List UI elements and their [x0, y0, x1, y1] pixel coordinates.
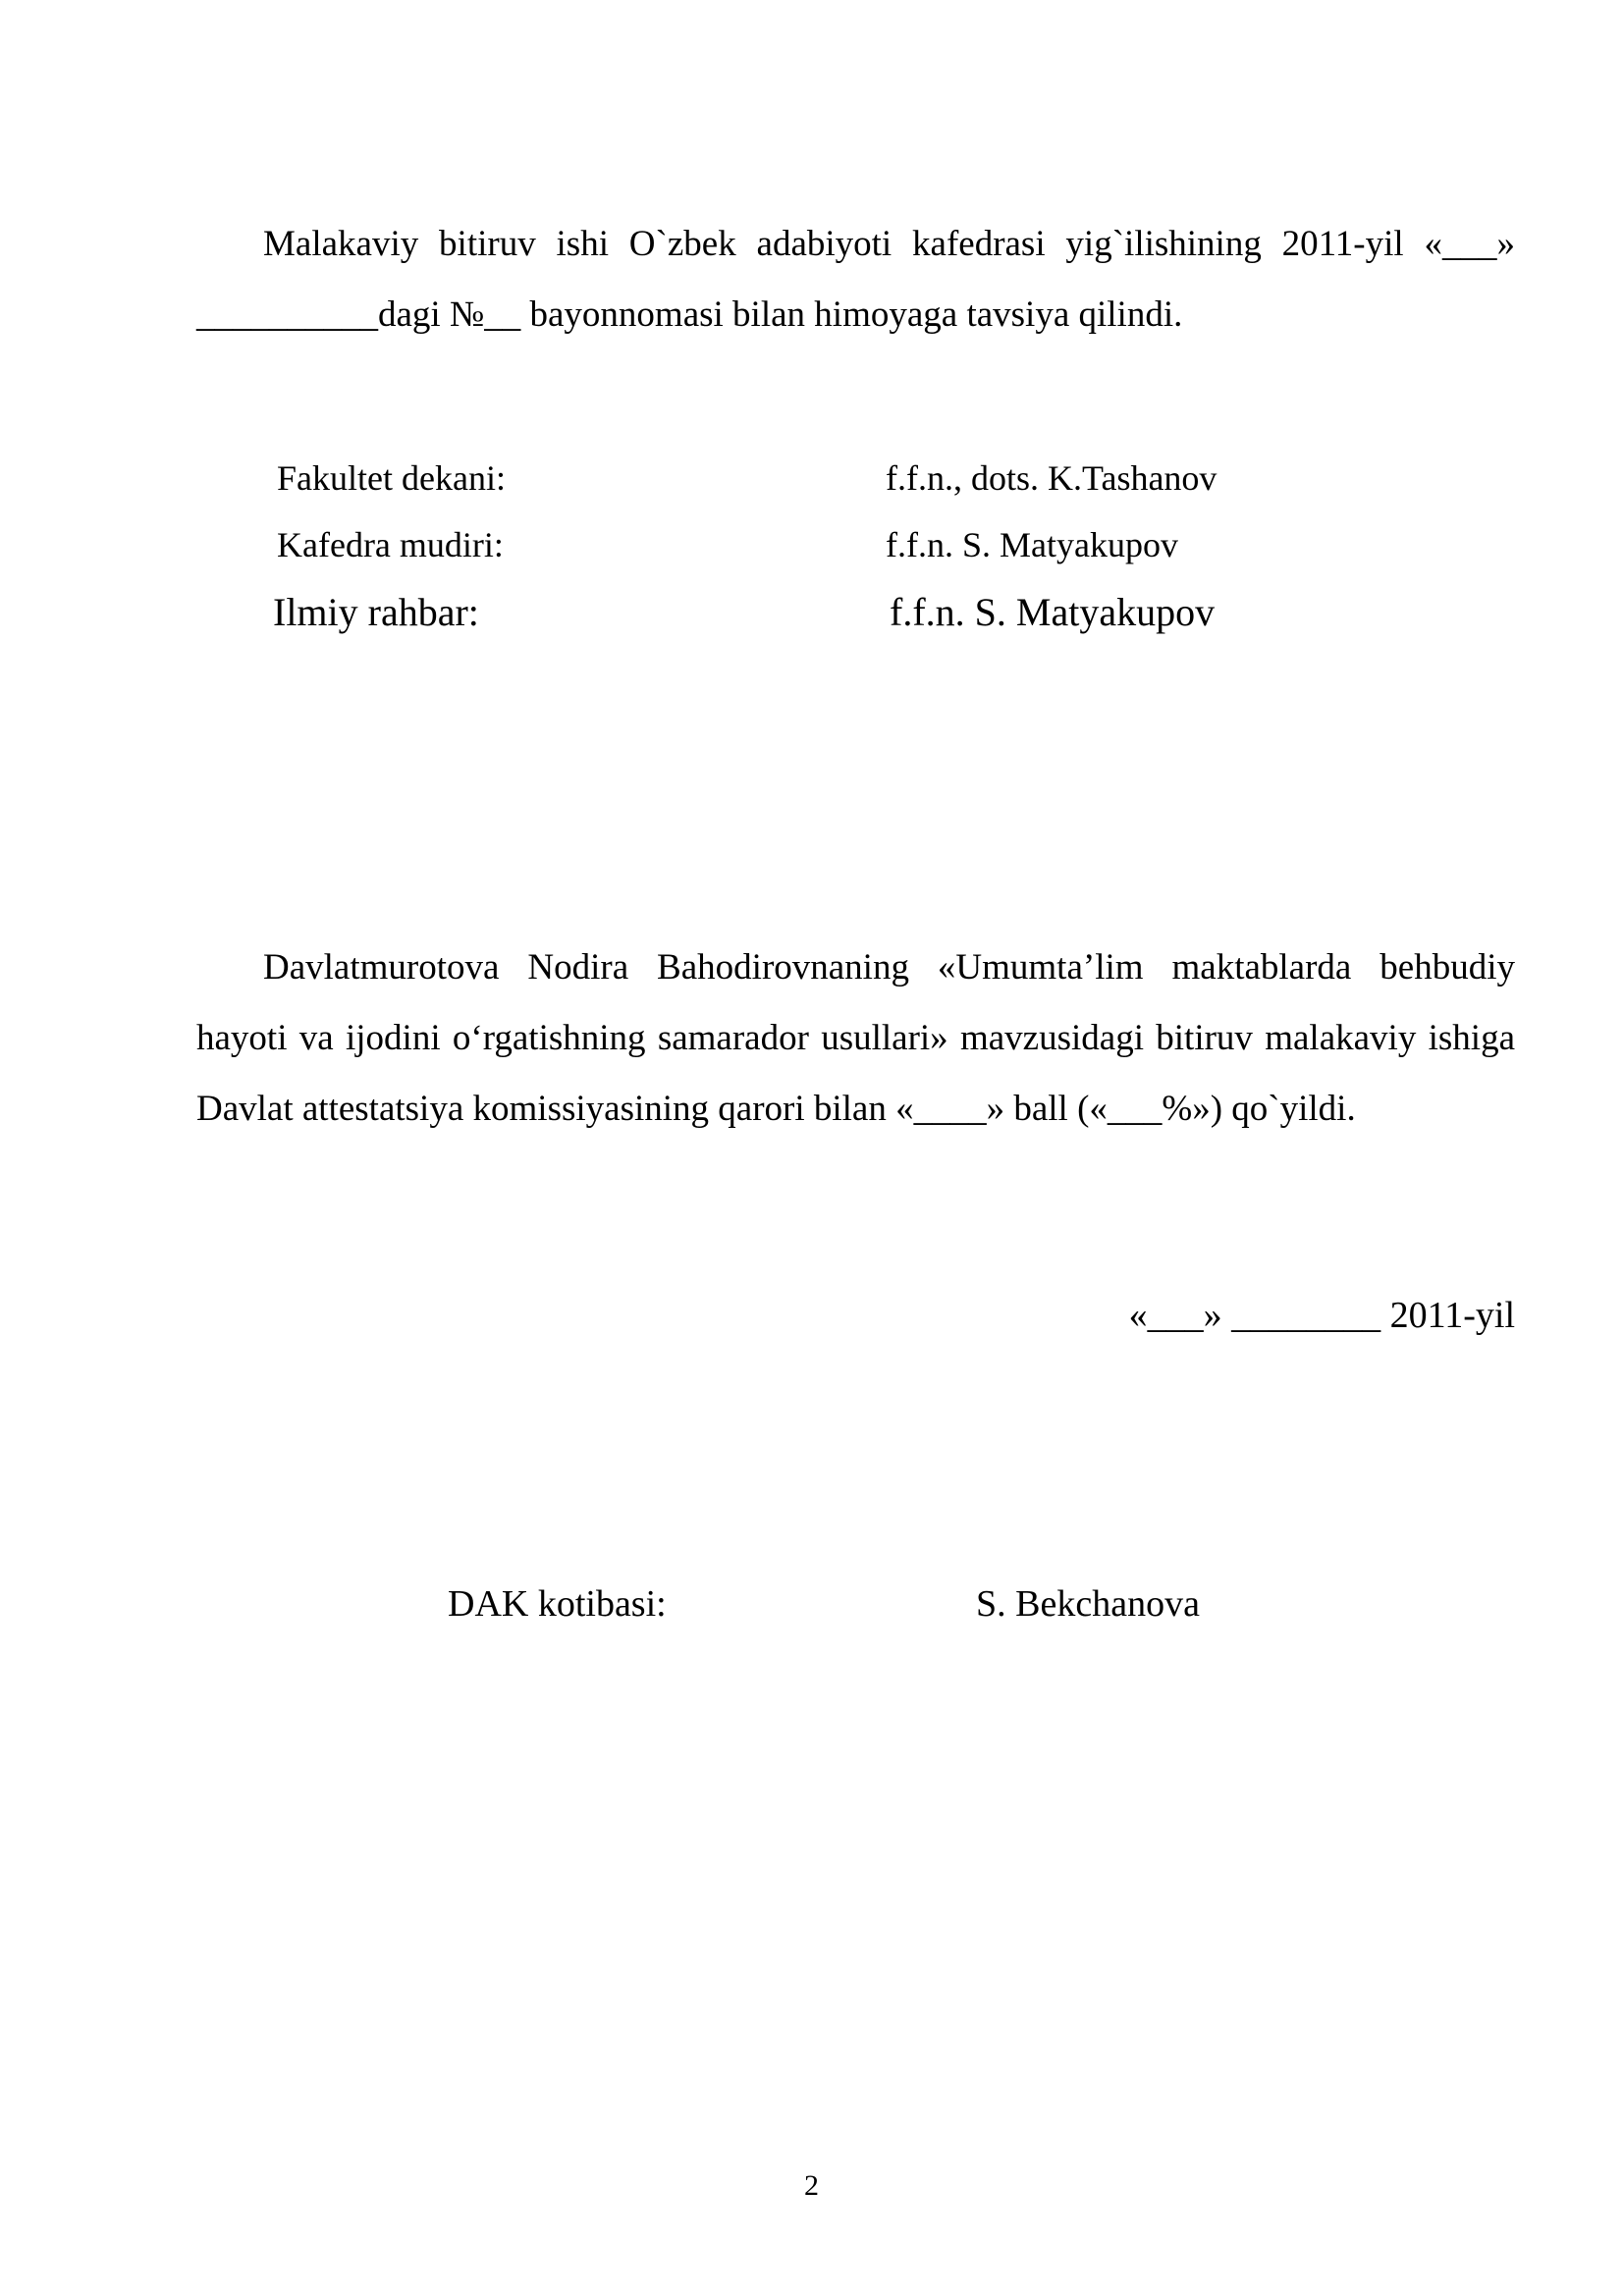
grade-paragraph: Davlatmurotova Nodira Bahodirovnaning «Umumta’lim maktablarda behbudiy hayoti va ijodini o‘rgatishning samarador usullari» mavzusidagi bitiruv malakaviy ishiga Davlat attestatsiya komissiyasining qarori bilan «____» ball («___%») qo`yildi.	[196, 947, 1515, 1129]
signature-row-head	[277, 524, 1357, 567]
recommendation-paragraph: Malakaviy bitiruv ishi O`zbek adabiyoti kafedrasi yig`ilishining 2011-yil «___» __________dagi №__ bayonnomasi bilan himoyaga tavsiya qilindi.	[196, 224, 1515, 335]
signature-name: f.f.n. S. Matyakupov	[890, 590, 1216, 634]
signature-label: Kafedra mudiri:	[277, 525, 504, 564]
secretary-row	[448, 1582, 1331, 1629]
signature-label: Fakultet dekani:	[277, 458, 506, 498]
signature-row-supervisor	[273, 589, 1353, 636]
signature-name: f.f.n., dots. K.Tashanov	[886, 458, 1217, 498]
date-line: «___» ________ 2011-yil	[1128, 1295, 1515, 1336]
page-number: 2	[804, 2169, 819, 2202]
signature-label: Ilmiy rahbar:	[273, 590, 479, 634]
secretary-label: DAK kotibasi:	[448, 1583, 667, 1625]
secretary-name: S. Bekchanova	[976, 1583, 1200, 1625]
signature-row-dean	[277, 457, 1357, 501]
signature-name: f.f.n. S. Matyakupov	[886, 525, 1178, 564]
